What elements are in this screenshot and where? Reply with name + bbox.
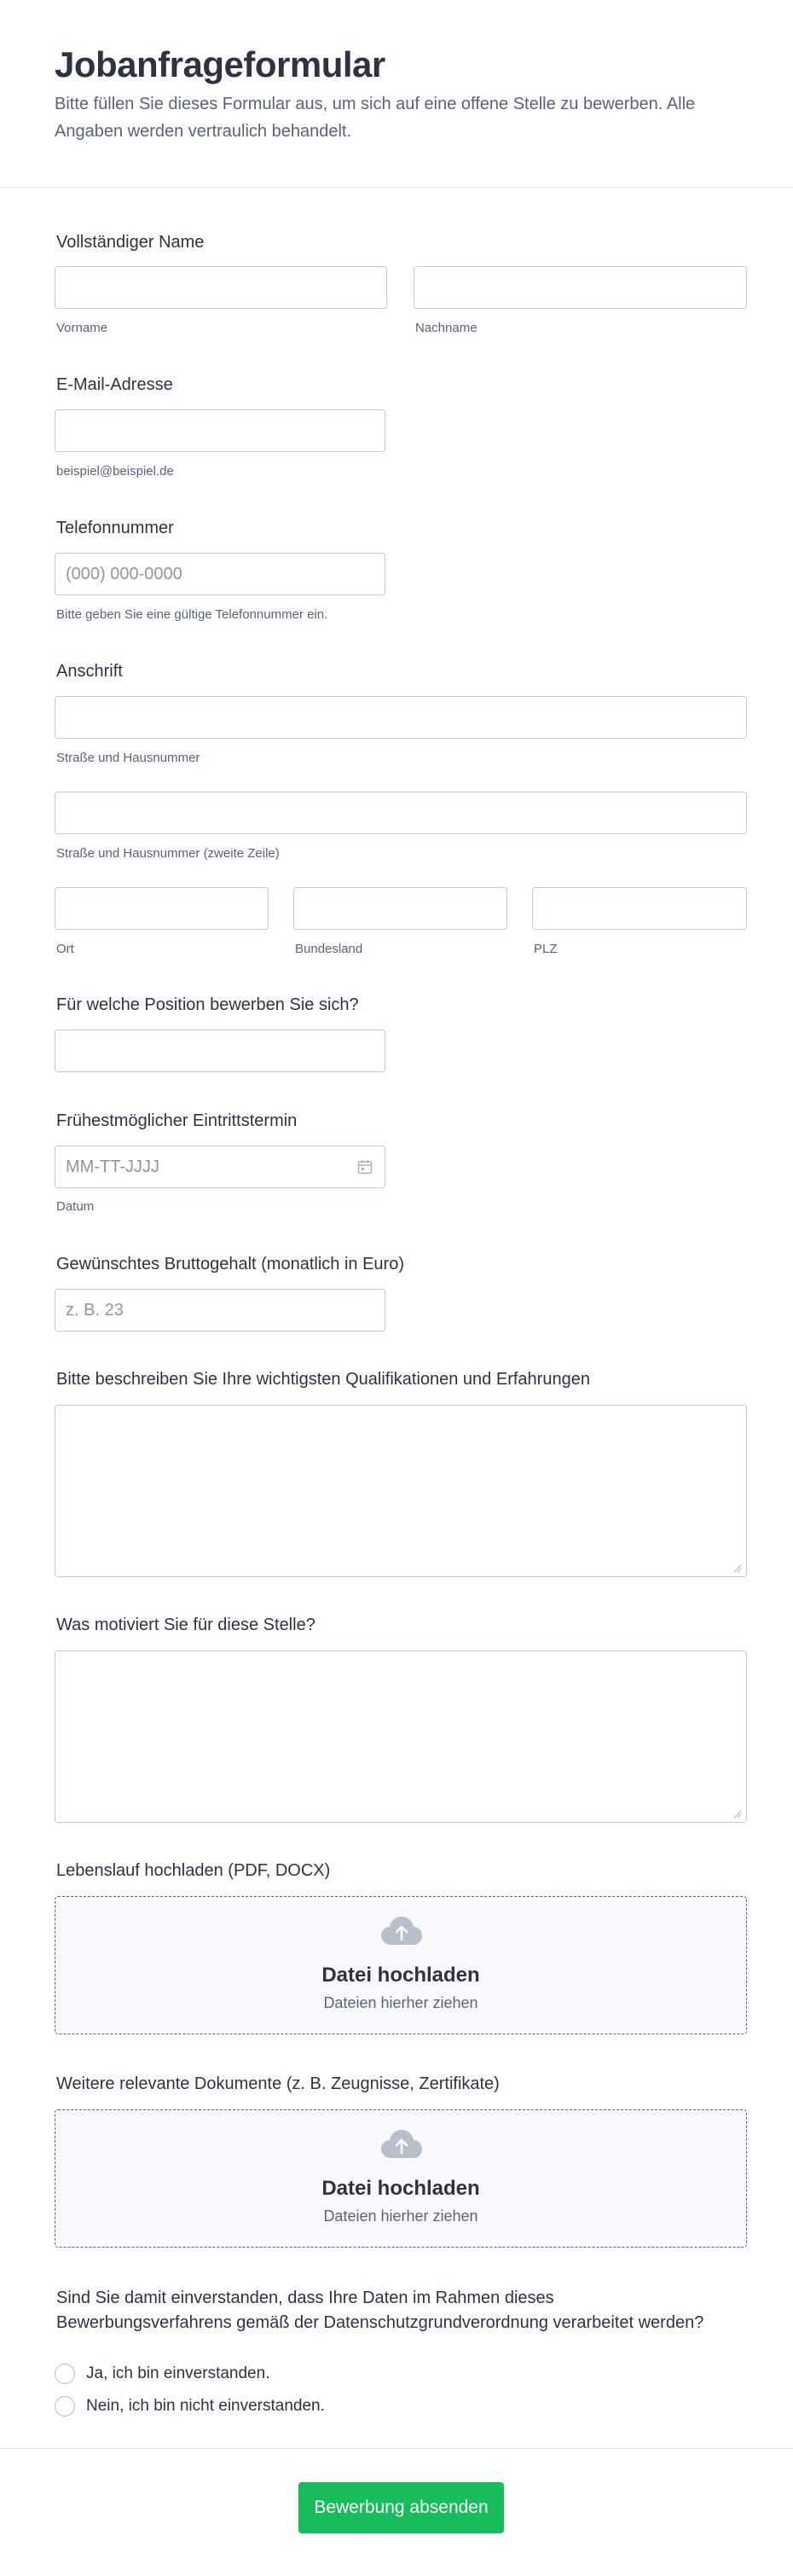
motivation-textarea[interactable] bbox=[55, 1651, 747, 1823]
consent-option-no[interactable] bbox=[55, 2395, 396, 2419]
address-label: Anschrift bbox=[56, 662, 123, 681]
start-date-label: Frühestmöglicher Eintrittstermin bbox=[56, 1111, 298, 1130]
email-input[interactable] bbox=[55, 409, 385, 452]
consent-question: Sind Sie damit einverstanden, dass Ihre Daten im Rahmen dieses Bewerbungsverfahrens gemäß der Datenschutzgrundverordnung verarbeitet werden? bbox=[56, 2289, 704, 2332]
radio-button[interactable] bbox=[55, 2396, 75, 2416]
phone-input[interactable] bbox=[55, 553, 385, 595]
qualifications-textarea[interactable] bbox=[55, 1405, 747, 1577]
form-header bbox=[0, 0, 793, 188]
zip-sublabel: PLZ bbox=[534, 942, 558, 956]
start-date-sublabel: Datum bbox=[56, 1199, 95, 1214]
consent-option-yes[interactable] bbox=[55, 2363, 396, 2387]
qualifications-label: Bitte beschreiben Sie Ihre wichtigsten Qualifikationen und Erfahrungen bbox=[56, 1370, 590, 1389]
position-input[interactable] bbox=[55, 1030, 385, 1072]
state-sublabel: Bundesland bbox=[295, 942, 363, 956]
street2-input[interactable] bbox=[55, 792, 747, 834]
email-sublabel: beispiel@beispiel.de bbox=[56, 464, 174, 479]
start-date-input[interactable] bbox=[55, 1146, 385, 1188]
street1-input[interactable] bbox=[55, 696, 747, 739]
state-input[interactable] bbox=[293, 887, 507, 930]
cv-upload-label: Lebenslauf hochladen (PDF, DOCX) bbox=[56, 1861, 331, 1880]
cv-upload-dropzone[interactable] bbox=[55, 1896, 747, 2034]
city-input[interactable] bbox=[55, 887, 269, 930]
resize-handle-icon[interactable] bbox=[733, 1564, 742, 1573]
consent-option-label: Nein, ich bin nicht einverstanden. bbox=[86, 2397, 325, 2415]
salary-input[interactable] bbox=[55, 1289, 385, 1332]
form-footer bbox=[0, 2448, 793, 2576]
position-label: Für welche Position bewerben Sie sich? bbox=[56, 995, 359, 1014]
docs-upload-dropzone[interactable] bbox=[55, 2109, 747, 2248]
cloud-upload-icon bbox=[380, 1916, 423, 1947]
docs-upload-subtitle: Dateien hierher ziehen bbox=[323, 2208, 478, 2225]
first-name-input[interactable] bbox=[55, 266, 387, 309]
motivation-label: Was motiviert Sie für diese Stelle? bbox=[56, 1616, 315, 1634]
street2-sublabel: Straße und Hausnummer (zweite Zeile) bbox=[56, 846, 280, 861]
consent-option-label: Ja, ich bin einverstanden. bbox=[86, 2364, 270, 2382]
form-subtitle: Bitte füllen Sie dieses Formular aus, um sich auf eine offene Stelle zu bewerben. Alle Angaben werden vertraulich behandelt. bbox=[55, 95, 696, 141]
radio-button[interactable] bbox=[55, 2364, 75, 2384]
submit-button[interactable]: Bewerbung absenden bbox=[298, 2482, 504, 2533]
street1-sublabel: Straße und Hausnummer bbox=[56, 751, 200, 765]
city-sublabel: Ort bbox=[56, 942, 74, 956]
first-name-sublabel: Vorname bbox=[56, 321, 108, 335]
phone-sublabel: Bitte geben Sie eine gültige Telefonnummer ein. bbox=[56, 607, 328, 622]
salary-label: Gewünschtes Bruttogehalt (monatlich in Euro) bbox=[56, 1255, 404, 1273]
zip-input[interactable] bbox=[532, 887, 747, 930]
cloud-upload-icon bbox=[380, 2129, 423, 2160]
phone-label: Telefonnummer bbox=[56, 519, 174, 537]
docs-upload-title: Datei hochladen bbox=[321, 2177, 480, 2200]
name-label: Vollständiger Name bbox=[56, 233, 205, 252]
last-name-input[interactable] bbox=[414, 266, 747, 309]
email-label: E-Mail-Adresse bbox=[56, 375, 173, 394]
last-name-sublabel: Nachname bbox=[415, 321, 478, 335]
cv-upload-subtitle: Dateien hierher ziehen bbox=[323, 1994, 478, 2011]
cv-upload-title: Datei hochladen bbox=[321, 1964, 480, 1987]
calendar-icon[interactable] bbox=[357, 1159, 373, 1175]
form-title: Jobanfrageformular bbox=[55, 44, 385, 84]
resize-handle-icon[interactable] bbox=[733, 1810, 742, 1819]
docs-upload-label: Weitere relevante Dokumente (z. B. Zeugnisse, Zertifikate) bbox=[56, 2074, 500, 2093]
